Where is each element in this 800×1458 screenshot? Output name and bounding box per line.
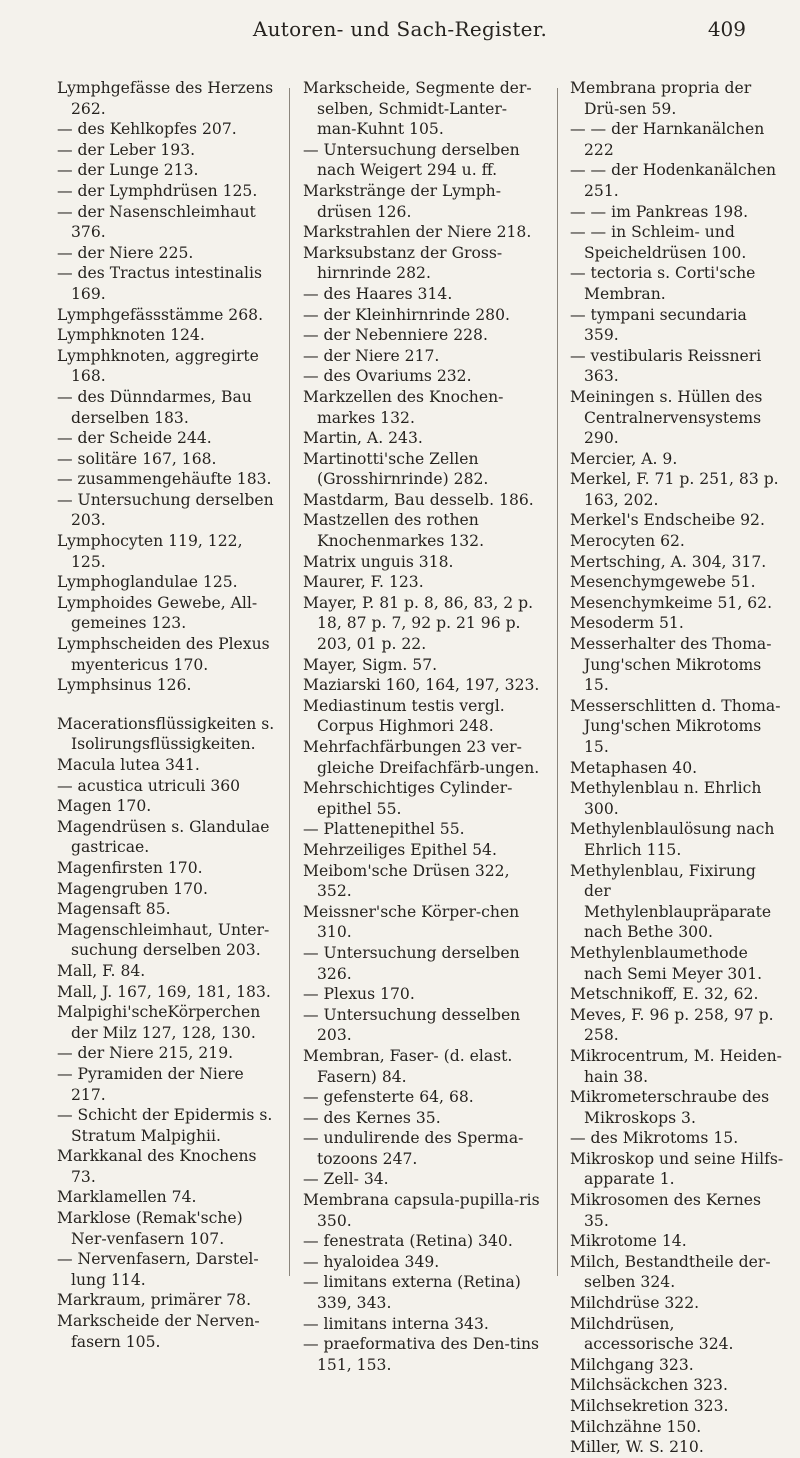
index-entry: Methylenblau, Fixirung der Methylenblaupräparate nach Bethe 300. [570, 861, 772, 942]
index-entry: Milchdrüsen, accessorische 324. [570, 1314, 734, 1354]
index-entry: Markraum, primärer 78. [57, 1291, 252, 1310]
index-entry: Mikroskop und seine Hilfs-apparate 1. [570, 1149, 784, 1189]
index-entry: — Pyramiden der Niere 217. [57, 1064, 244, 1104]
index-entry: — — im Pankreas 198. [570, 202, 749, 221]
index-entry: Macerationsflüssigkeiten s. Isolirungsflüssigkeiten. [57, 714, 275, 754]
index-entry: Mastzellen des rothen Knochenmarkes 132. [303, 511, 485, 551]
index-entry: — limitans interna 343. [303, 1314, 489, 1333]
index-entry: — gefensterte 64, 68. [303, 1088, 474, 1107]
index-entry: — Untersuchung derselben 326. [303, 943, 520, 983]
index-entry: Martinotti'sche Zellen (Grosshirnrinde) 282. [303, 449, 489, 489]
index-entry: — — der Harnkanälchen 222 [570, 120, 765, 159]
index-column-3 [570, 78, 785, 1458]
index-entry: — des Kehlkopfes 207. [57, 120, 237, 139]
index-entry: Maziarski 160, 164, 197, 323. [303, 676, 540, 695]
index-entry: Meves, F. 96 p. 258, 97 p. 258. [570, 1005, 774, 1045]
index-entry: — des Tractus intestinalis 169. [57, 264, 262, 303]
index-entry: — tympani secundaria 359. [570, 305, 747, 345]
index-entry: Methylenblau n. Ehrlich 300. [570, 779, 762, 818]
index-entry: — des Kernes 35. [303, 1108, 441, 1127]
index-entry: Milchsekretion 323. [570, 1397, 729, 1415]
index-entry: Lymphoides Gewebe, All-gemeines 123. [57, 593, 258, 633]
index-entry: — limitans externa (Retina) 339, 343. [303, 1273, 521, 1313]
index-entry: Lymphocyten 119, 122, 125. [57, 532, 243, 571]
index-entry: — undulirende des Sperma-tozoons 247. [303, 1129, 524, 1168]
index-entry: — praeformativa des Den-tins 151, 153. [303, 1335, 540, 1374]
index-entry: Mastdarm, Bau desselb. 186. [303, 490, 534, 509]
index-entry: Malpighi'scheKörperchen der Milz 127, 128, 130. [57, 1003, 261, 1042]
index-entry: Meiningen s. Hüllen des Centralnervensystems 290. [570, 387, 763, 448]
index-entry: — Plattenepithel 55. [303, 820, 465, 839]
index-entry: — acustica utriculi 360 [57, 776, 241, 795]
index-entry: — der Lunge 213. [57, 161, 199, 180]
index-entry: — Schicht der Epidermis s. Stratum Malpighii. [57, 1106, 273, 1145]
index-entry: Magenschleimhaut, Unter-suchung derselben 203. [57, 920, 270, 960]
index-entry: Mayer, Sigm. 57. [303, 655, 438, 674]
running-head [0, 14, 800, 44]
index-entry: Markstrahlen der Niere 218. [303, 223, 532, 242]
index-entry: — der Nasenschleimhaut 376. [57, 202, 256, 242]
index-entry: Magengruben 170. [57, 879, 208, 898]
index-entry: Meibom'sche Drüsen 322, 352. [303, 861, 510, 901]
index-entry: Metaphasen 40. [570, 758, 698, 777]
index-entry: — Untersuchung derselben 203. [57, 490, 274, 530]
index-entry: Mikrometerschraube des Mikroskops 3. [570, 1088, 770, 1127]
index-entry: Macula lutea 341. [57, 756, 200, 774]
index-entry: Merkel, F. 71 p. 251, 83 p. 163, 202. [570, 470, 779, 509]
index-entry: — des Ovariums 232. [303, 367, 472, 386]
index-entry: — Untersuchung derselben nach Weigert 294 u. ff. [303, 140, 520, 180]
index-entry: Lymphsinus 126. [57, 676, 192, 695]
index-entry: Milch, Bestandtheile der-selben 324. [570, 1252, 771, 1292]
index-entry: Markzellen des Knochen-markes 132. [303, 387, 504, 427]
index-column-1 [57, 78, 279, 1352]
index-entry: Lymphgefässstämme 268. [57, 305, 264, 324]
index-entry: Marksubstanz der Gross-hirnrinde 282. [303, 243, 503, 283]
index-entry: — Plexus 170. [303, 985, 415, 1004]
index-entry: Lymphknoten 124. [57, 326, 205, 345]
index-entry: Mesenchymgewebe 51. [570, 573, 756, 592]
index-entry: Mesoderm 51. [570, 614, 684, 633]
index-entry: — des Mikrotoms 15. [570, 1129, 739, 1148]
page-title: Autoren- und Sach-Register. [252, 17, 548, 41]
index-entry: Mall, J. 167, 169, 181, 183. [57, 982, 271, 1001]
index-entry: Mehrfachfärbungen 23 ver-gleiche Dreifachfärb-ungen. [303, 738, 540, 777]
index-entry: Methylenblaumethode nach Semi Meyer 301. [570, 943, 763, 983]
index-entry: Lymphscheiden des Plexus myentericus 170. [57, 635, 270, 674]
index-entry: — der Niere 217. [303, 346, 440, 365]
index-entry: Markscheide, Segmente der-selben, Schmidt-Lanter-man-Kuhnt 105. [303, 79, 532, 139]
page-number: 409 [707, 17, 746, 41]
index-entry: Merocyten 62. [570, 532, 685, 551]
index-entry: — tectoria s. Corti'sche Membran. [570, 264, 756, 303]
index-entry: Mikrosomen des Kernes 35. [570, 1191, 762, 1230]
index-entry: — der Nebenniere 228. [303, 326, 488, 345]
index-entry: Merkel's Endscheibe 92. [570, 511, 765, 530]
column-divider [289, 88, 290, 1276]
index-entry: Markscheide der Nerven-fasern 105. [57, 1312, 260, 1351]
index-entry: Lymphknoten, aggregirte 168. [57, 346, 259, 386]
index-entry: — Untersuchung desselben 203. [303, 1005, 521, 1045]
index-entry: — — in Schleim- und Speicheldrüsen 100. [570, 223, 747, 262]
index-entry: Membrana propria der Drü-sen 59. [570, 79, 752, 118]
index-entry: Messerhalter des Thoma-Jung'schen Mikrotoms 15. [570, 635, 772, 695]
index-entry: Mehrzeiliges Epithel 54. [303, 840, 497, 859]
index-entry: — des Dünndarmes, Bau derselben 183. [57, 387, 252, 427]
index-entry: Maurer, F. 123. [303, 573, 424, 592]
index-entry: Mikrocentrum, M. Heiden-hain 38. [570, 1046, 782, 1086]
index-entry: Membran, Faser- (d. elast. Fasern) 84. [303, 1046, 513, 1086]
index-entry: Messerschlitten d. Thoma-Jung'schen Mikrotoms 15. [570, 696, 781, 756]
index-entry: Methylenblaulösung nach Ehrlich 115. [570, 820, 775, 859]
index-entry: — der Niere 225. [57, 243, 194, 262]
index-entry: Milchdrüse 322. [570, 1294, 700, 1313]
index-entry: Markkanal des Knochens 73. [57, 1147, 257, 1186]
index-entry: — hyaloidea 349. [303, 1252, 440, 1271]
index-entry: — der Niere 215, 219. [57, 1044, 234, 1063]
index-entry: Lymphgefässe des Herzens 262. [57, 79, 274, 118]
index-entry: — — der Hodenkanälchen 251. [570, 161, 777, 200]
index-entry: — der Kleinhirnrinde 280. [303, 305, 510, 324]
index-entry: — der Scheide 244. [57, 429, 212, 448]
index-column-2 [303, 78, 541, 1375]
index-entry: Milchsäckchen 323. [570, 1376, 728, 1395]
index-entry: Meissner'sche Körper-chen 310. [303, 902, 520, 942]
index-entry: Magen 170. [57, 797, 152, 816]
index-entry: Miller, W. S. 210. [570, 1438, 704, 1457]
index-entry: Mehrschichtiges Cylinder-epithel 55. [303, 779, 513, 818]
index-entry: — vestibularis Reissneri 363. [570, 346, 762, 386]
index-entry: Magenfirsten 170. [57, 858, 203, 877]
index-entry: Marklose (Remak'sche) Ner-venfasern 107. [57, 1209, 243, 1248]
index-entry: Mediastinum testis vergl. Corpus Highmori 248. [303, 696, 505, 736]
index-entry: Membrana capsula-pupilla-ris 350. [303, 1191, 540, 1230]
index-entry: — der Leber 193. [57, 140, 196, 159]
index-entry: Magensaft 85. [57, 900, 171, 919]
index-entry: Mertsching, A. 304, 317. [570, 552, 767, 571]
index-entry: Marklamellen 74. [57, 1188, 197, 1207]
index-entry: Mayer, P. 81 p. 8, 86, 83, 2 p. 18, 87 p. 7, 92 p. 21 96 p. 203, 01 p. 22. [303, 593, 534, 654]
index-entry: — Zell- 34. [303, 1170, 389, 1189]
index-entry: Milchgang 323. [570, 1355, 694, 1374]
index-entry: Mall, F. 84. [57, 961, 146, 980]
index-entry: Martin, A. 243. [303, 429, 423, 448]
index-entry: Milchzähne 150. [570, 1417, 702, 1436]
column-divider [557, 88, 558, 1276]
index-entry: — zusammengehäufte 183. [57, 470, 272, 489]
index-entry: — solitäre 167, 168. [57, 449, 217, 468]
index-entry: — der Lymphdrüsen 125. [57, 181, 258, 200]
index-entry: — fenestrata (Retina) 340. [303, 1232, 513, 1251]
index-entry: Mercier, A. 9. [570, 449, 678, 468]
index-entry: Magendrüsen s. Glandulae gastricae. [57, 817, 270, 857]
index-entry: Markstränge der Lymph-drüsen 126. [303, 181, 501, 221]
index-entry: Metschnikoff, E. 32, 62. [570, 985, 759, 1004]
index-entry: Mikrotome 14. [570, 1232, 687, 1251]
index-entry: Mesenchymkeime 51, 62. [570, 593, 773, 612]
index-entry: — des Haares 314. [303, 284, 453, 303]
index-entry: Lymphoglandulae 125. [57, 573, 238, 592]
index-entry: — Nervenfasern, Darstel-lung 114. [57, 1250, 259, 1289]
index-entry: Matrix unguis 318. [303, 552, 454, 571]
